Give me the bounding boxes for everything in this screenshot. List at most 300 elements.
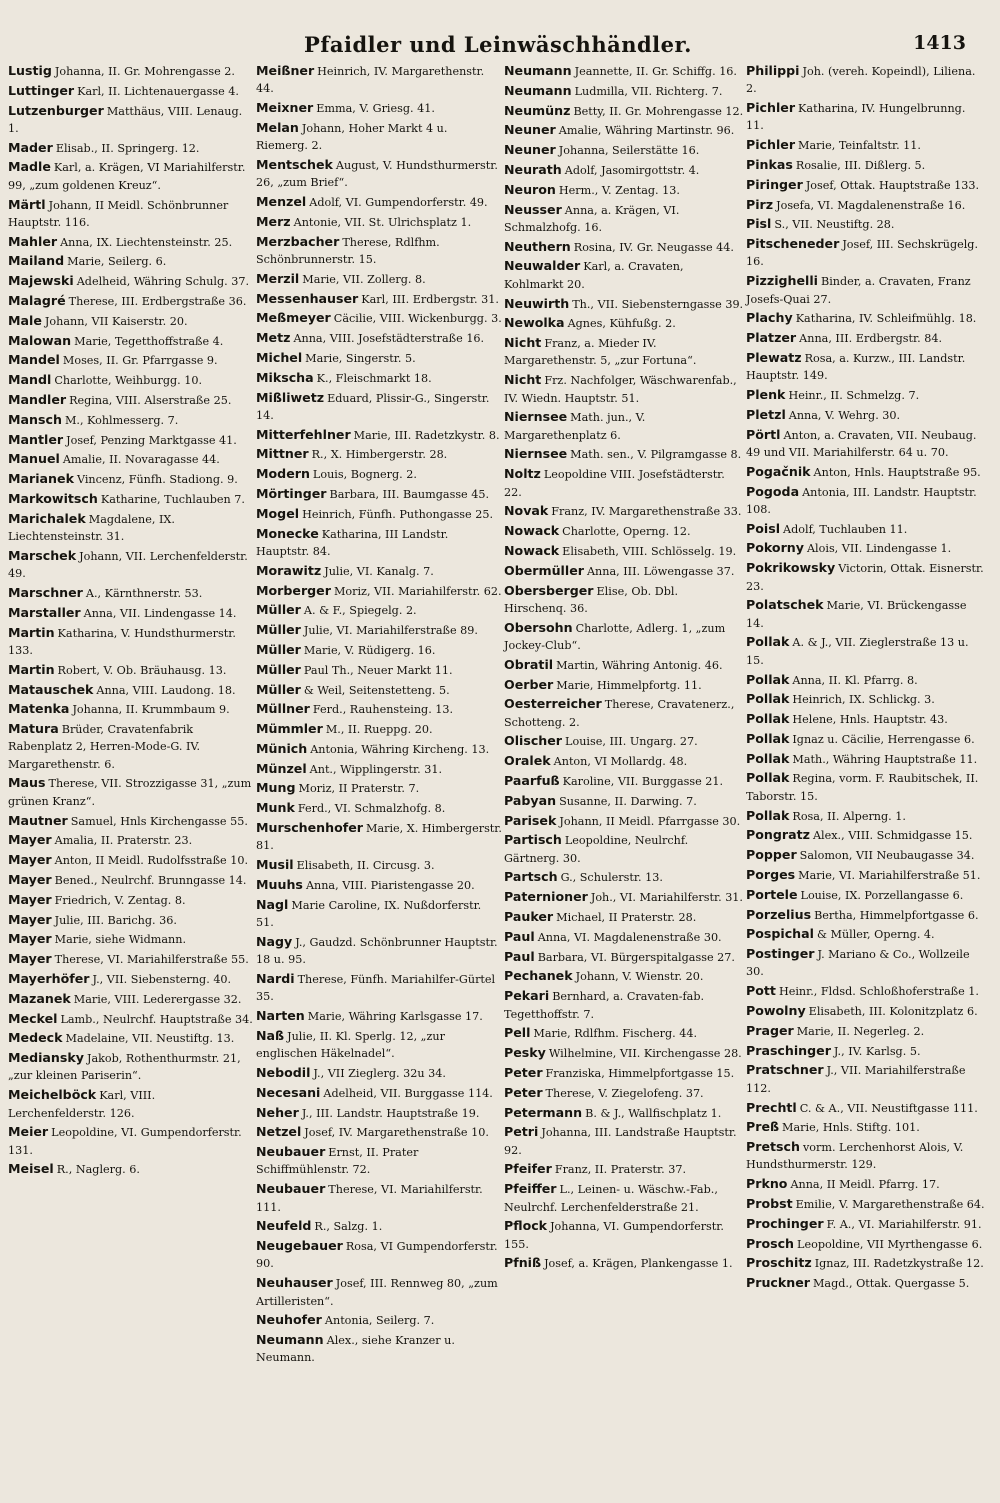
entry-name: Mediansky <box>8 1050 84 1066</box>
entry-name: Modern <box>256 466 310 482</box>
entry-detail: Anna, III. Löwengasse 37. <box>586 564 735 578</box>
entry-name: Neugebauer <box>256 1238 343 1254</box>
entry-name: Platzer <box>746 330 797 346</box>
entry-name: Pollak <box>746 750 790 766</box>
directory-entry <box>746 272 986 308</box>
entry-name: Praschinger <box>746 1042 831 1058</box>
entry-name: Madle <box>8 159 51 175</box>
entry-name: Niernsee <box>504 409 568 425</box>
entry-detail: Alex., VIII. Schmidgasse 15. <box>812 829 973 843</box>
entry-detail: Frz. Nachfolger, Wäschwarenfab., IV. Wiedn. Hauptstr. 51. <box>504 374 737 405</box>
entry-name: Probst <box>746 1196 793 1212</box>
entry-detail: M., II. Rueppg. 20. <box>325 723 433 737</box>
directory-entry <box>8 490 254 508</box>
entry-detail: C. & A., VII. Neustiftgasse 111. <box>799 1101 978 1115</box>
directory-entry <box>746 386 986 404</box>
directory-entry <box>746 463 986 481</box>
directory-entry <box>8 681 254 699</box>
entry-detail: Marie, III. Radetzkystr. 8. <box>353 428 500 442</box>
entry-detail: M., Kohlmesserg. 7. <box>64 413 179 427</box>
entry-name: Malagré <box>8 293 66 309</box>
entry-name: Maus <box>8 775 46 791</box>
directory-entry <box>746 826 986 844</box>
entry-detail: Louis, Bognerg. 2. <box>312 468 417 482</box>
directory-entry <box>8 1049 254 1085</box>
entry-detail: Ferd., Rauhensteing. 13. <box>312 703 454 717</box>
entry-name: Mazanek <box>8 990 71 1006</box>
entry-name: Obersohn <box>504 619 573 635</box>
entry-name: Olischer <box>504 733 563 749</box>
entry-detail: Marie, V. Rüdigerg. 16. <box>303 643 436 657</box>
directory-entry <box>256 1331 502 1367</box>
entry-name: Morberger <box>256 582 331 598</box>
entry-name: Muuhs <box>256 876 303 892</box>
directory-entry <box>8 970 254 988</box>
entry-name: Neubauer <box>256 1144 326 1160</box>
entry-name: Oerber <box>504 676 554 692</box>
entry-detail: Antonia, Seilerg. 7. <box>324 1314 435 1328</box>
directory-entry <box>256 485 502 503</box>
entry-name: Niernsee <box>504 446 568 462</box>
entry-detail: Karl, II. Lichtenauergasse 4. <box>77 84 239 98</box>
directory-entry <box>504 542 744 560</box>
entry-name: Piringer <box>746 176 803 192</box>
entry-detail: Elisab., II. Springerg. 12. <box>55 141 200 155</box>
directory-entry <box>504 502 744 520</box>
entry-name: Pogoda <box>746 483 800 499</box>
directory-entry <box>504 1123 744 1159</box>
entry-detail: Anton, a. Cravaten, VII. Neubaug. 49 und VII. Mariahilferstr. 64 u. 70. <box>746 428 977 459</box>
entry-detail: Matthäus, VIII. Lenaug. 1. <box>8 104 243 135</box>
entry-detail: Th., VII. Siebensterngasse 39. <box>572 297 744 311</box>
directory-entry <box>8 604 254 622</box>
directory-entry <box>746 906 986 924</box>
directory-entry <box>256 329 502 347</box>
entry-detail: Johanna, II. Krummbaum 9. <box>72 703 230 717</box>
page-title: Pfaidler und Leinwäschhändler. <box>304 32 692 57</box>
entry-detail: Marie, VI. Mariahilferstraße 51. <box>798 868 981 882</box>
directory-entry <box>8 196 254 232</box>
entry-name: Pott <box>746 983 776 999</box>
entry-name: Mautner <box>8 812 68 828</box>
directory-entry <box>746 215 986 233</box>
entry-detail: Marie, Tegetthoffstraße 4. <box>74 334 224 348</box>
entry-name: Munk <box>256 800 295 816</box>
directory-entry <box>256 525 502 561</box>
entry-name: Neuner <box>504 142 556 158</box>
directory-entry <box>504 752 744 770</box>
directory-entry <box>504 772 744 790</box>
entry-detail: Antonie, VII. St. Ulrichsplatz 1. <box>293 215 472 229</box>
directory-entry <box>256 1064 502 1082</box>
entry-name: Pospichal <box>746 926 814 942</box>
directory-entry <box>256 1217 502 1235</box>
directory-entry <box>746 846 986 864</box>
entry-name: Mandel <box>8 352 60 368</box>
entry-name: Neuwalder <box>504 258 581 274</box>
directory-entry <box>504 676 744 694</box>
directory-entry <box>8 82 254 100</box>
entry-name: Neumann <box>256 1332 324 1348</box>
directory-entry <box>504 987 744 1023</box>
directory-entry <box>8 584 254 602</box>
entry-name: Pongratz <box>746 827 810 843</box>
entry-name: Prosch <box>746 1235 795 1251</box>
directory-entry <box>746 1235 986 1253</box>
entry-name: Nicht <box>504 372 542 388</box>
directory-entry <box>256 213 502 231</box>
entry-detail: Adolf, Tuchlauben 11. <box>783 522 908 536</box>
directory-entry <box>256 505 502 523</box>
entry-detail: Anna, II Meidl. Pfarrg. 17. <box>790 1178 940 1192</box>
entry-detail: Franziska, Himmelpfortgasse 15. <box>545 1066 735 1080</box>
directory-entry <box>504 928 744 946</box>
directory-entry <box>746 730 986 748</box>
entry-name: Merzil <box>256 270 300 286</box>
directory-entry <box>256 661 502 679</box>
entry-detail: Vincenz, Fünfh. Stadiong. 9. <box>76 473 238 487</box>
entry-detail: Marie, X. Himbergerstr. 81. <box>256 822 502 853</box>
directory-entry <box>8 891 254 909</box>
entry-detail: Anna, VIII. Laudong. 18. <box>96 683 236 697</box>
directory-entry <box>8 312 254 330</box>
entry-detail: Josefa, VI. Magdalenenstraße 16. <box>776 198 966 212</box>
entry-name: Peter <box>504 1084 543 1100</box>
entry-name: Pfeiffer <box>504 1181 557 1197</box>
entry-detail: & Müller, Operng. 4. <box>816 928 935 942</box>
entry-detail: Rosa, II. Alperng. 1. <box>792 809 906 823</box>
entry-detail: Julie, II. Kl. Sperlg. 12, „zur englischen Häkelnadel“. <box>256 1029 445 1061</box>
entry-name: Manuel <box>8 451 60 467</box>
directory-entry <box>8 62 254 80</box>
entry-detail: Joh., VI. Mariahilferstr. 31. <box>590 891 743 905</box>
entry-name: Lutzenburger <box>8 102 104 118</box>
entry-name: Merzbacher <box>256 233 340 249</box>
entry-name: Mayer <box>8 951 52 967</box>
entry-name: Oesterreicher <box>504 696 602 712</box>
entry-detail: Heinrich, Fünfh. Puthongasse 25. <box>302 507 494 521</box>
entry-name: Münich <box>256 740 308 756</box>
entry-detail: Franz, a. Mieder IV. Margarethenstr. 5, „zur Fortuna“. <box>504 337 697 368</box>
entry-detail: Alois, VII. Lindengasse 1. <box>806 542 952 556</box>
entry-name: Mader <box>8 139 53 155</box>
entry-name: Pabyan <box>504 792 557 808</box>
entry-name: Preß <box>746 1119 780 1135</box>
directory-entry <box>504 201 744 237</box>
directory-entry <box>256 681 502 699</box>
directory-entry <box>746 235 986 271</box>
directory-entry <box>746 1215 986 1233</box>
directory-entry <box>746 559 986 595</box>
entry-name: Mogel <box>256 505 300 521</box>
directory-entry <box>8 700 254 718</box>
entry-detail: Marie, Seilerg. 6. <box>67 255 167 269</box>
entry-name: Polatschek <box>746 597 824 613</box>
entry-name: Plewatz <box>746 349 802 365</box>
directory-entry <box>746 945 986 981</box>
entry-detail: Marie, Hnls. Stiftg. 101. <box>782 1121 920 1135</box>
entry-name: Pinkas <box>746 156 793 172</box>
directory-entry <box>504 619 744 655</box>
directory-entry <box>256 1104 502 1122</box>
entry-detail: Katharine, Tuchlauben 7. <box>100 493 245 507</box>
entry-name: Nebodil <box>256 1064 311 1080</box>
entry-detail: Paul Th., Neuer Markt 11. <box>303 663 453 677</box>
entry-name: Mayer <box>8 852 52 868</box>
entry-name: Monecke <box>256 525 319 541</box>
directory-entry <box>256 233 502 269</box>
entry-name: Mikscha <box>256 369 314 385</box>
entry-detail: Karl, a. Cravaten, Kohlmarkt 20. <box>504 260 684 291</box>
entry-detail: Marie, VII. Zollerg. 8. <box>302 272 426 286</box>
directory-entry <box>746 196 986 214</box>
directory-entry <box>8 950 254 968</box>
entry-name: Neuthern <box>504 238 571 254</box>
directory-entry <box>8 720 254 773</box>
entry-detail: F. A., VI. Mariahilferstr. 91. <box>826 1217 982 1231</box>
directory-entry <box>8 831 254 849</box>
entry-name: Matura <box>8 721 59 737</box>
entry-name: Meisel <box>8 1161 54 1177</box>
entry-name: Mahler <box>8 233 58 249</box>
entry-detail: Louise, IX. Porzellangasse 6. <box>800 888 964 902</box>
directory-entry <box>504 888 744 906</box>
entry-name: Michel <box>256 349 303 365</box>
entry-name: Müller <box>256 602 301 618</box>
entry-name: Obersberger <box>504 582 594 598</box>
entry-detail: Therese, VII. Strozzigasse 31, „zum grünen Kranz“. <box>8 777 252 808</box>
entry-name: Pizzighelli <box>746 273 818 289</box>
directory-column <box>256 62 502 1368</box>
entry-name: Neuwirth <box>504 295 570 311</box>
directory-entry <box>504 582 744 618</box>
directory-entry <box>504 257 744 293</box>
entry-name: Mayer <box>8 911 52 927</box>
entry-detail: Therese, V. Ziegelofeng. 37. <box>545 1086 704 1100</box>
directory-entry <box>256 1237 502 1273</box>
entry-detail: B. & J., Wallfischplatz 1. <box>585 1106 722 1120</box>
entry-name: Pfniß <box>504 1255 542 1271</box>
entry-detail: Katharina, III Landstr. Hauptstr. 84. <box>256 527 449 558</box>
entry-name: Mailand <box>8 253 65 269</box>
entry-name: Prechtl <box>746 1099 797 1115</box>
entry-detail: Michael, II Praterstr. 28. <box>556 911 697 925</box>
directory-entry <box>746 1138 986 1174</box>
entry-name: Neubauer <box>256 1181 326 1197</box>
directory-column <box>504 62 744 1368</box>
directory-entry <box>256 819 502 855</box>
entry-name: Portele <box>746 886 798 902</box>
entry-detail: Franz, II. Praterstr. 37. <box>554 1163 687 1177</box>
entry-name: Marschek <box>8 547 77 563</box>
entry-name: Müller <box>256 661 301 677</box>
entry-detail: Johann, V. Wienstr. 20. <box>575 970 704 984</box>
entry-name: Pitscheneder <box>746 236 840 252</box>
entry-detail: Anton, Hnls. Hauptstraße 95. <box>813 465 981 479</box>
entry-detail: Julie, VI. Mariahilferstraße 89. <box>303 624 478 638</box>
directory-entry <box>256 779 502 797</box>
entry-detail: Therese, III. Erdbergstraße 36. <box>68 295 247 309</box>
directory-entry <box>256 465 502 483</box>
directory-entry <box>504 1217 744 1253</box>
entry-detail: Joh. (vereh. Kopeindl), Liliena. 2. <box>746 65 976 96</box>
entry-name: Parisek <box>504 812 557 828</box>
directory-entry <box>746 1002 986 1020</box>
entry-detail: Samuel, Hnls Kirchengasse 55. <box>70 814 248 828</box>
entry-name: Paarfuß <box>504 772 560 788</box>
directory-entry <box>746 925 986 943</box>
entry-detail: Moses, II. Gr. Pfarrgasse 9. <box>62 354 218 368</box>
entry-detail: Josef, IV. Margarethenstraße 10. <box>304 1126 489 1140</box>
entry-name: Pechanek <box>504 968 573 984</box>
entry-name: Meckel <box>8 1010 58 1026</box>
directory-entry <box>256 1084 502 1102</box>
entry-name: Luttinger <box>8 82 75 98</box>
entry-detail: Therese, VI. Mariahilferstr. 111. <box>256 1183 483 1214</box>
directory-entry <box>746 406 986 424</box>
directory-entry <box>8 1160 254 1178</box>
directory-entry <box>256 933 502 969</box>
directory-entry <box>256 876 502 894</box>
entry-detail: Math. jun., V. Margarethenplatz 6. <box>504 411 646 442</box>
entry-name: Male <box>8 312 42 328</box>
entry-name: Morawitz <box>256 562 322 578</box>
directory-entry <box>746 1274 986 1292</box>
directory-entry <box>504 62 744 80</box>
entry-name: Malowan <box>8 332 72 348</box>
directory-entry <box>746 309 986 327</box>
entry-name: Neuhofer <box>256 1312 322 1328</box>
entry-detail: Josef, III. Sechskrügelg. 16. <box>746 238 979 269</box>
entry-name: Mümmler <box>256 721 323 737</box>
entry-name: Menzel <box>256 194 307 210</box>
entry-detail: Johanna, VI. Gumpendorferstr. 155. <box>504 1220 724 1251</box>
directory-entry <box>504 445 744 463</box>
entry-name: Meier <box>8 1124 49 1140</box>
entry-detail: Emilie, V. Margarethenstraße 64. <box>795 1198 985 1212</box>
entry-name: Pesky <box>504 1045 546 1061</box>
entry-detail: Therese, VI. Mariahilferstraße 55. <box>54 953 249 967</box>
entry-detail: J., VII Zieglerg. 32u 34. <box>313 1066 446 1080</box>
entry-name: Nagl <box>256 896 289 912</box>
entry-name: Netzel <box>256 1124 302 1140</box>
directory-entry <box>8 470 254 488</box>
entry-detail: & Weil, Seitenstetteng. 5. <box>303 683 450 697</box>
entry-name: Münzel <box>256 760 307 776</box>
entry-name: Nagy <box>256 933 293 949</box>
entry-detail: Ferd., VI. Schmalzhofg. 8. <box>297 802 446 816</box>
entry-detail: A. & F., Spiegelg. 2. <box>303 604 417 618</box>
directory-entry <box>504 1254 744 1272</box>
directory-entry <box>504 238 744 256</box>
directory-entry <box>746 156 986 174</box>
directory-entry <box>504 831 744 867</box>
directory-entry <box>504 1064 744 1082</box>
directory-entry <box>256 389 502 425</box>
entry-detail: Salomon, VII Neubaugasse 34. <box>799 849 975 863</box>
entry-name: Pollak <box>746 711 790 727</box>
directory-entry <box>746 1042 986 1060</box>
entry-detail: Marie, VIII. Lederergasse 32. <box>73 992 242 1006</box>
entry-name: Mansch <box>8 411 62 427</box>
entry-detail: Friedrich, V. Zentag. 8. <box>54 893 186 907</box>
directory-entry <box>746 596 986 632</box>
entry-detail: Josef, a. Krägen, Plankengasse 1. <box>544 1257 733 1271</box>
entry-name: Philippi <box>746 63 800 78</box>
directory-entry <box>8 351 254 369</box>
entry-name: Murschenhofer <box>256 820 363 836</box>
entry-name: Pekari <box>504 988 550 1004</box>
entry-name: Mißliwetz <box>256 389 325 405</box>
directory-column <box>8 62 254 1368</box>
entry-name: Majewski <box>8 273 74 289</box>
directory-entry <box>504 295 744 313</box>
entry-name: Mentschek <box>256 156 333 172</box>
entry-name: Pirz <box>746 196 774 212</box>
entry-name: Nowack <box>504 542 560 558</box>
directory-entry <box>746 1118 986 1136</box>
page-number: 1413 <box>913 32 966 54</box>
directory-entry <box>746 1254 986 1272</box>
entry-detail: Martin, Währing Antonig. 46. <box>556 658 723 672</box>
directory-entry <box>746 329 986 347</box>
entry-name: Neuron <box>504 181 556 197</box>
entry-detail: Anna, a. Krägen, VI. Schmalzhofg. 16. <box>504 203 680 234</box>
directory-entry <box>256 720 502 738</box>
entry-name: Peter <box>504 1064 543 1080</box>
entry-detail: Leopoldine VIII. Josefstädterstr. 22. <box>504 468 725 499</box>
entry-detail: Anna, VI. Magdalenenstraße 30. <box>537 930 722 944</box>
directory-entry <box>256 1143 502 1179</box>
entry-name: Pollak <box>746 770 790 786</box>
directory-entry <box>504 314 744 332</box>
directory-entry <box>8 871 254 889</box>
entry-detail: Marie, siehe Widmann. <box>54 933 187 947</box>
entry-detail: Charlotte, Adlerg. 1, „zum Jockey-Club“. <box>504 621 726 652</box>
entry-detail: Barbara, III. Baumgasse 45. <box>329 488 490 502</box>
entry-name: Pratschner <box>746 1062 824 1078</box>
directory-entry <box>504 1160 744 1178</box>
entry-detail: Binder, a. Cravaten, Franz Josefs-Quai 27. <box>746 275 971 306</box>
directory-entry <box>746 483 986 519</box>
entry-name: Matauschek <box>8 681 94 697</box>
directory-column <box>746 62 986 1368</box>
entry-detail: Ludmilla, VII. Richterg. 7. <box>574 84 723 98</box>
directory-entry <box>256 1311 502 1329</box>
entry-name: Nicht <box>504 335 542 351</box>
entry-detail: Josef, Penzing Marktgasse 41. <box>66 433 237 447</box>
entry-name: Prager <box>746 1022 794 1038</box>
entry-name: Newolka <box>504 315 565 331</box>
entry-detail: August, V. Hundsthurmerstr. 26, „zum Brief“. <box>256 158 498 190</box>
entry-name: Neusser <box>504 201 562 217</box>
entry-name: Plenk <box>746 387 786 403</box>
directory-entry <box>8 252 254 270</box>
directory-entry <box>504 408 744 444</box>
entry-name: Meixner <box>256 100 314 116</box>
directory-entry <box>504 334 744 370</box>
directory-entry <box>8 624 254 660</box>
entry-detail: Marie Caroline, IX. Nußdorferstr. 51. <box>256 898 482 930</box>
entry-detail: Anna, VIII. Piaristengasse 20. <box>305 878 475 892</box>
entry-detail: Antonia, Währing Kircheng. 13. <box>310 742 490 756</box>
entry-detail: Julie, VI. Kanalg. 7. <box>324 564 434 578</box>
directory-entry <box>504 868 744 886</box>
entry-name: Powolny <box>746 1003 806 1019</box>
entry-detail: Regina, VIII. Alserstraße 25. <box>69 394 232 408</box>
entry-detail: J., Gaudzd. Schönbrunner Hauptstr. 18 u. 95. <box>256 935 498 967</box>
entry-detail: Rosina, IV. Gr. Neugasse 44. <box>573 240 734 254</box>
